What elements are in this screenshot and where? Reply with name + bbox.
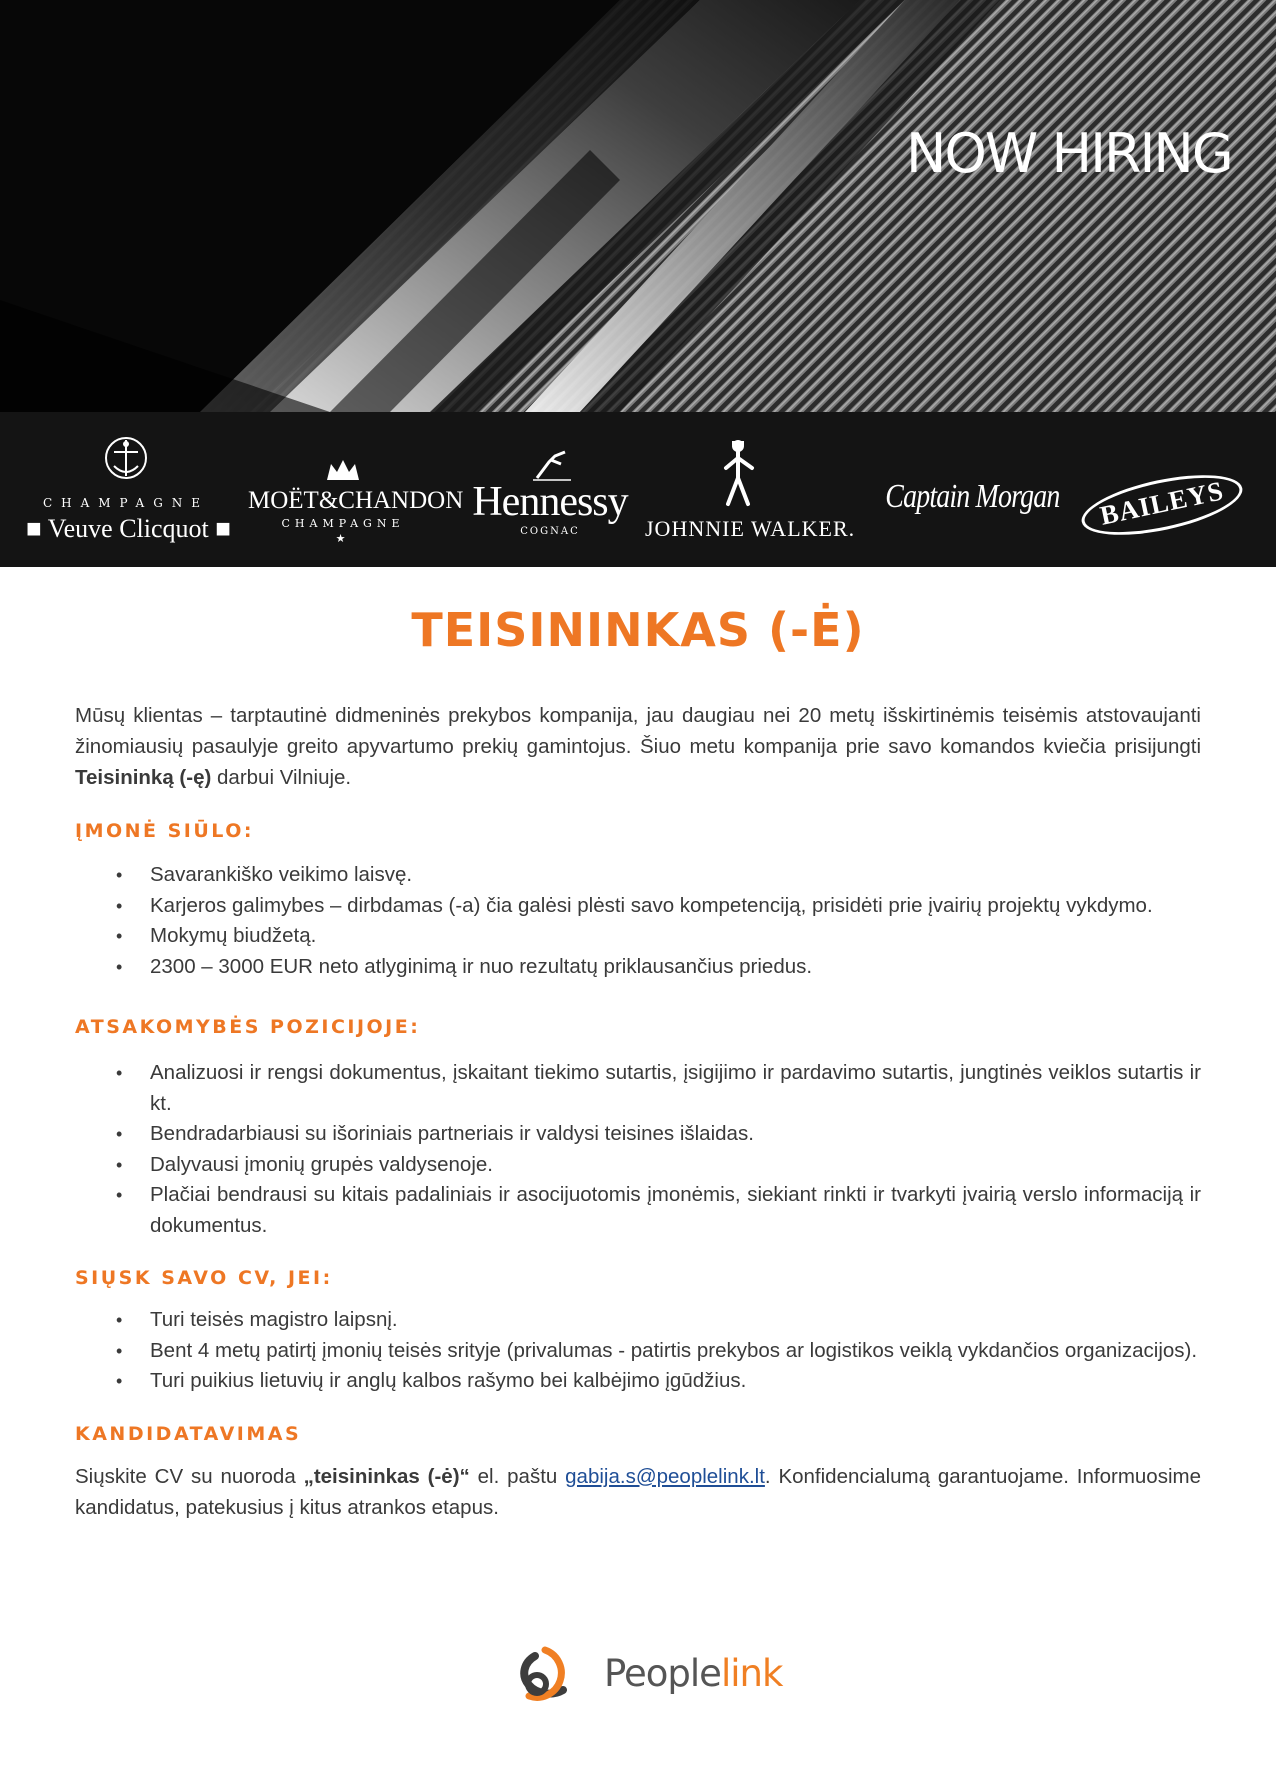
list-item: • Savarankiško veikimo laisvę. [75, 860, 1201, 891]
brand-baileys [1070, 470, 1250, 538]
intro-location-text: darbui Vilniuje. [211, 766, 352, 789]
brand-veuve-clicquot [26, 496, 231, 544]
list-item: • Turi teisės magistro laipsnį. [75, 1305, 1201, 1336]
responsibilities-heading: ATSAKOMYBĖS POZICIJOJE: [75, 1016, 421, 1038]
brand-captain-morgan [870, 478, 1060, 516]
peoplelink-wordmark [604, 1652, 782, 1695]
now-hiring-title: NOW HIRING [906, 122, 1232, 185]
apply-reference-bold: „teisininkas (-ė)“ [303, 1464, 470, 1488]
list-item: • Dalyvausi įmonių grupės valdysenoje. [75, 1150, 1201, 1181]
veuve-clicquot-crest-icon [100, 432, 152, 484]
peoplelink-mark-icon [505, 1640, 585, 1718]
baileys-name: BAILEYS [1097, 475, 1227, 531]
list-item: • Bendradarbiausi su išoriniais partneriais ir valdysi teisines išlaidas. [75, 1119, 1201, 1150]
list-item: • Mokymų biudžetą. [75, 921, 1201, 952]
veuve-clicquot-text: Veuve Clicquot [47, 514, 209, 543]
apply-text: Siųskite CV su nuoroda [75, 1464, 304, 1488]
hero-banner [0, 0, 1276, 412]
moet-champagne-label: CHAMPAGNE [281, 517, 405, 530]
intro-position-bold: Teisininką (-ę) [75, 766, 212, 789]
list-item: • Turi puikius lietuvių ir anglų kalbos rašymo bei kalbėjimo įgūdžius. [75, 1366, 1201, 1397]
apply-email-prefix: el. paštu [469, 1464, 566, 1488]
offer-heading: ĮMONĖ SIŪLO: [75, 820, 254, 842]
offer-list [75, 860, 1201, 982]
job-description [75, 700, 1201, 1523]
email-link[interactable]: gabija.s@peoplelink.lt [565, 1464, 765, 1488]
peoplelink-word-link: link [720, 1652, 783, 1695]
responsibilities-list [75, 1058, 1201, 1241]
moet-chandon-name: MOËT&CHANDON [248, 487, 464, 514]
hero-background [0, 0, 1276, 412]
job-title: TEISININKAS (-Ė) [411, 603, 865, 657]
apply-heading: KANDIDATAVIMAS [75, 1422, 302, 1445]
requirements-list [75, 1305, 1201, 1397]
johnnie-walker-name: JOHNNIE WALKER. [645, 516, 856, 541]
striding-man-icon [718, 438, 758, 508]
moet-star-icon: ★ [335, 532, 351, 545]
list-item: • Analizuosi ir rengsi dokumentus, įskaitant tiekimo sutartis, įsigijimo ir pardavimo sutartis, jungtinės veiklos sutartis ir kt. [75, 1058, 1201, 1119]
brand-johnnie-walker [645, 516, 856, 542]
intro-text: Mūsų klientas – tarptautinė didmeninės prekybos kompanija, jau daugiau nei 20 metų išskirtinėmis teisėmis atstovaujanti žinomiausių pasaulyje greito apyvartumo prekių gamintojus. Šiuo metu kompanija prie savo komandos kviečia prisijungti [75, 704, 1201, 758]
list-item: • Bent 4 metų patirtį įmonių teisės srityje (privalumas - patirtis prekybos ar logistikos veiklą vykdančios organizacijos). [75, 1336, 1201, 1367]
list-item: • Plačiai bendrausi su kitais padaliniais ir asocijuotomis įmonėmis, siekiant rinkti ir tvarkyti įvairią verslo informaciją ir dokumentus. [75, 1180, 1201, 1241]
peoplelink-logo [505, 1640, 805, 1718]
hennessy-cognac-label: COGNAC [520, 526, 580, 537]
veuve-champagne-label: CHAMPAGNE [42, 496, 210, 510]
brand-hennessy [470, 478, 630, 537]
apply-closing-text: . Konfidencialumą garantuojame. Informuosime kandidatus, patekusius į kitus atrankos etapus. [75, 1464, 1201, 1519]
brand-moet-chandon [248, 487, 464, 545]
hennessy-name: Hennessy [472, 479, 628, 525]
intro-paragraph [75, 700, 1201, 793]
captain-morgan-name: Captain Morgan [885, 478, 1060, 515]
requirements-heading: SIŲSK SAVO CV, JEI: [75, 1267, 333, 1289]
apply-paragraph [75, 1461, 1201, 1523]
list-item: • 2300 – 3000 EUR neto atlyginimą ir nuo rezultatų priklausančius priedus. [75, 952, 1201, 983]
peoplelink-word-people: People [604, 1652, 721, 1695]
moet-crown-icon [323, 458, 363, 484]
veuve-clicquot-name: ■ Veuve Clicquot ■ [26, 514, 231, 543]
list-item: • Karjeros galimybes – dirbdamas (-a) čia galėsi plėsti savo kompetenciją, prisidėti prie įvairių projektų vykdymo. [75, 891, 1201, 922]
